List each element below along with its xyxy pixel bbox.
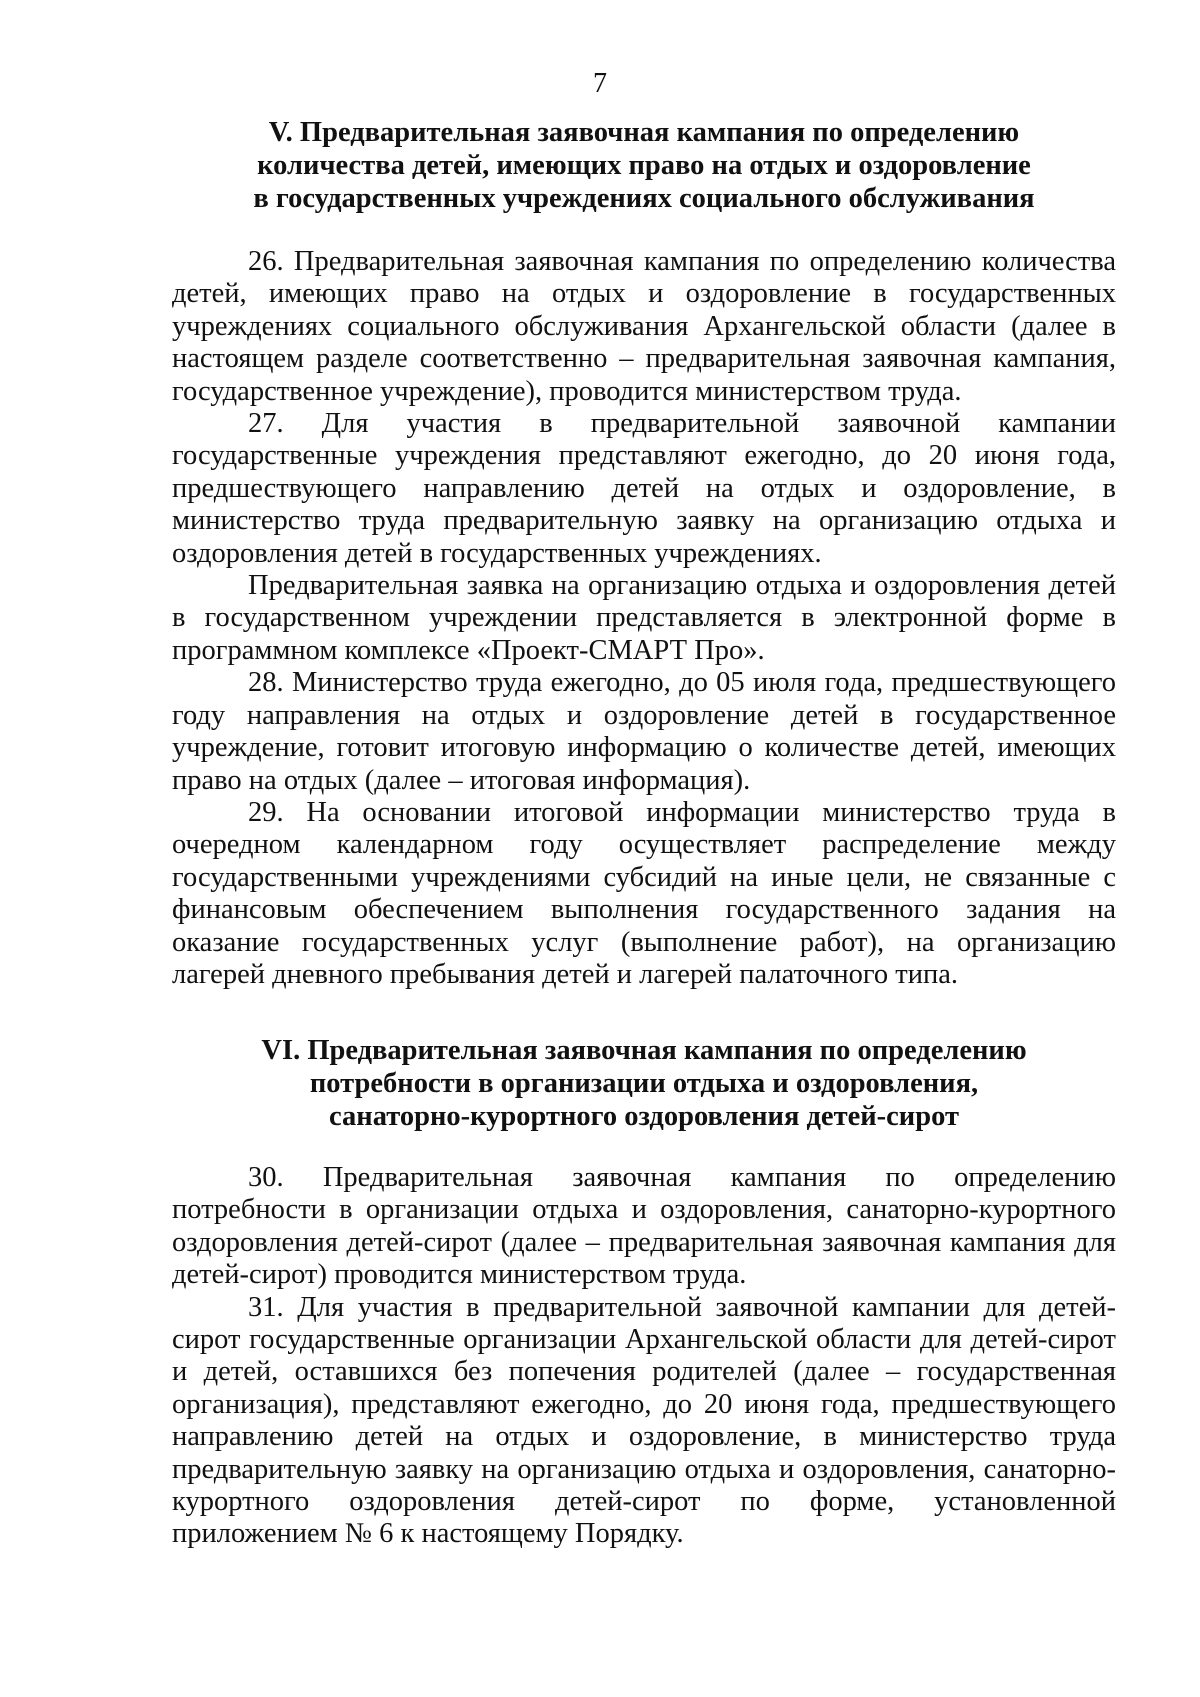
section-vi-body — [172, 1162, 1116, 1551]
paragraph-30: 30. Предварительная заявочная кампания по определению потребности в организации отдыха и оздоровления, санаторно-курортного оздоровления детей-сирот (далее – предварительная заявочная кампания для детей-сирот) проводится министерством труда. — [172, 1162, 1116, 1291]
paragraph-28: 28. Министерство труда ежегодно, до 05 июля года, предшествующего году направления на отдых и оздоровление детей в государственное учреждение, готовит итоговую информацию о количестве детей, имеющих право на отдых (далее – итоговая информация). — [172, 667, 1116, 796]
paragraph-26: 26. Предварительная заявочная кампания по определению количества детей, имеющих право на отдых и оздоровление в государственных учреждениях социального обслуживания Архангельской области (далее в настоящем разделе соответственно – предварительная заявочная кампания, государственное учреждение), проводится министерством труда. — [172, 246, 1116, 407]
heading-line: VI. Предварительная заявочная кампания по определению — [261, 1035, 1027, 1066]
heading-line: санаторно-курортного оздоровления детей-сирот — [329, 1101, 959, 1132]
section-vi-heading — [172, 1034, 1116, 1133]
paragraph-29: 29. На основании итоговой информации министерство труда в очередном календарном году осуществляет распределение между государственными учреждениями субсидий на иные цели, не связанные с финансовым обеспечением выполнения государственного задания на оказание государственных услуг (выполнение работ), на организацию лагерей дневного пребывания детей и лагерей палаточного типа. — [172, 796, 1116, 990]
heading-line: V. Предварительная заявочная кампания по определению — [268, 117, 1020, 148]
paragraph-27: 27. Для участия в предварительной заявочной кампании государственные учреждения представляют ежегодно, до 20 июня года, предшествующего направлению детей на отдых и оздоровление, в министерство труда предварительную заявку на организацию отдыха и оздоровления детей в государственных учреждениях. — [172, 408, 1116, 569]
heading-line: потребности в организации отдыха и оздоровления, — [309, 1068, 979, 1099]
heading-line: количества детей, имеющих право на отдых и оздоровление — [257, 150, 1031, 181]
section-heading — [172, 1034, 1116, 1133]
heading-line: в государственных учреждениях социального обслуживания — [253, 183, 1035, 214]
section-v-heading — [172, 116, 1116, 215]
paragraph-31: 31. Для участия в предварительной заявочной кампании для детей-сирот государственные организации Архангельской области для детей-сирот и детей, оставшихся без попечения родителей (далее – государственная организация), представляют ежегодно, до 20 июня года, предшествующего направлению детей на отдых и оздоровление, в министерство труда предварительную заявку на организацию отдыха и оздоровления, санаторно-курортного оздоровления детей-сирот по форме, установленной приложением № 6 к настоящему Порядку. — [172, 1291, 1116, 1550]
section-v-body — [172, 246, 1116, 991]
page-number: 7 — [593, 68, 607, 99]
paragraph-27-continuation: Предварительная заявка на организацию отдыха и оздоровления детей в государственном учреждении представляется в электронной форме в программном комплексе «Проект-СМАРТ Про». — [172, 570, 1116, 666]
section-heading — [172, 116, 1116, 215]
